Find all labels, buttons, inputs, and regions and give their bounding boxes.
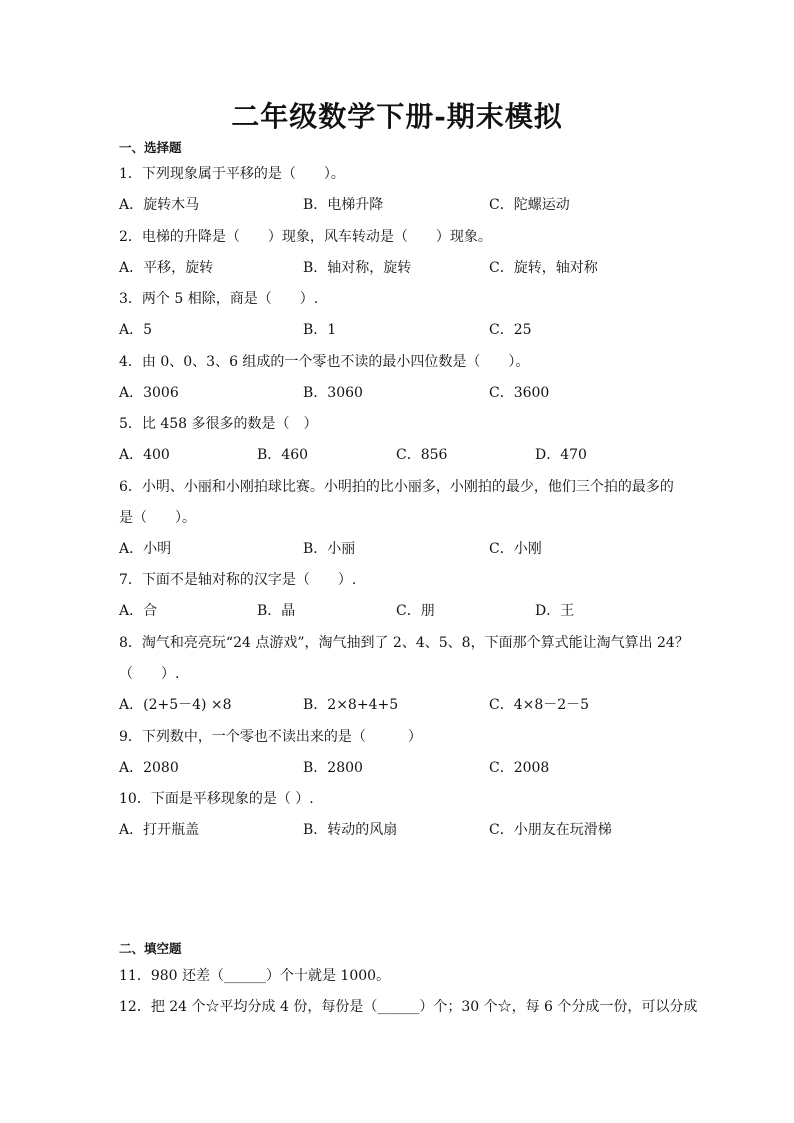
page-title: 二年级数学下册-期末模拟 bbox=[231, 100, 563, 133]
q8-option-a: A．(2+5－4) ×8 bbox=[119, 697, 232, 713]
question-11: 11．980 还差（______）个十就是 1000。 bbox=[119, 968, 391, 984]
question-10: 10．下面是平移现象的是（ ）. bbox=[119, 791, 314, 807]
question-6-line-1: 6．小明、小丽和小刚拍球比赛。小明拍的比小丽多，小刚拍的最少，他们三个拍的最多的 bbox=[119, 479, 674, 495]
q10-option-c: C．小朋友在玩滑梯 bbox=[489, 822, 612, 838]
q3-option-c: C．25 bbox=[489, 322, 532, 338]
q10-option-b: B．转动的风扇 bbox=[303, 822, 398, 838]
q7-option-b: B．晶 bbox=[257, 603, 296, 619]
q9-option-a: A．2080 bbox=[119, 760, 179, 776]
q5-option-d: D．470 bbox=[535, 447, 587, 463]
q5-option-c: C．856 bbox=[396, 447, 448, 463]
q6-option-b: B．小丽 bbox=[303, 541, 356, 557]
q2-option-c: C．旋转，轴对称 bbox=[489, 260, 598, 276]
question-2: 2．电梯的升降是（ ）现象，风车转动是（ ）现象。 bbox=[119, 229, 492, 245]
q1-option-b: B．电梯升降 bbox=[303, 197, 384, 213]
q9-option-c: C．2008 bbox=[489, 760, 550, 776]
question-12: 12．把 24 个☆平均分成 4 份，每份是（______）个；30 个☆，每 6 个分成一份，可以分成 bbox=[119, 999, 698, 1015]
question-1: 1．下列现象属于平移的是（ ）。 bbox=[119, 166, 345, 182]
q7-option-c: C．朋 bbox=[396, 603, 435, 619]
question-9: 9．下列数中，一个零也不读出来的是（ ） bbox=[119, 729, 422, 745]
question-5: 5．比 458 多很多的数是（ ） bbox=[119, 416, 318, 432]
q6-option-c: C．小刚 bbox=[489, 541, 542, 557]
q3-option-b: B．1 bbox=[303, 322, 337, 338]
q5-option-b: B．460 bbox=[257, 447, 309, 463]
q6-option-a: A．小明 bbox=[119, 541, 172, 557]
q10-option-a: A．打开瓶盖 bbox=[119, 822, 200, 838]
q7-option-a: A．合 bbox=[119, 603, 158, 619]
q8-option-c: C．4×8－2－5 bbox=[489, 697, 590, 713]
q1-option-c: C．陀螺运动 bbox=[489, 197, 570, 213]
question-8-line-1: 8．淘气和亮亮玩“24 点游戏”，淘气抽到了 2、4、5、8，下面那个算式能让淘气算出 24？ bbox=[119, 635, 689, 651]
q8-option-b: B．2×8+4+5 bbox=[303, 697, 399, 713]
question-3: 3．两个 5 相除，商是（ ）. bbox=[119, 291, 319, 307]
q4-option-b: B．3060 bbox=[303, 385, 363, 401]
q2-option-a: A．平移，旋转 bbox=[119, 260, 214, 276]
section-heading-fill-blank: 二、填空题 bbox=[119, 941, 182, 956]
section-heading-choice: 一、选择题 bbox=[119, 140, 182, 155]
q4-option-a: A．3006 bbox=[119, 385, 179, 401]
q7-option-d: D．王 bbox=[535, 603, 575, 619]
q5-option-a: A．400 bbox=[119, 447, 170, 463]
q4-option-c: C．3600 bbox=[489, 385, 550, 401]
question-8-line-2: （ ）. bbox=[119, 666, 180, 682]
question-6-line-2: 是（ ）。 bbox=[119, 510, 196, 526]
q2-option-b: B．轴对称，旋转 bbox=[303, 260, 412, 276]
q1-option-a: A．旋转木马 bbox=[119, 197, 200, 213]
q9-option-b: B．2800 bbox=[303, 760, 363, 776]
q3-option-a: A．5 bbox=[119, 322, 153, 338]
question-7: 7．下面不是轴对称的汉字是（ ）. bbox=[119, 572, 357, 588]
question-4: 4．由 0、0、3、6 组成的一个零也不读的最小四位数是（ ）。 bbox=[119, 354, 530, 370]
